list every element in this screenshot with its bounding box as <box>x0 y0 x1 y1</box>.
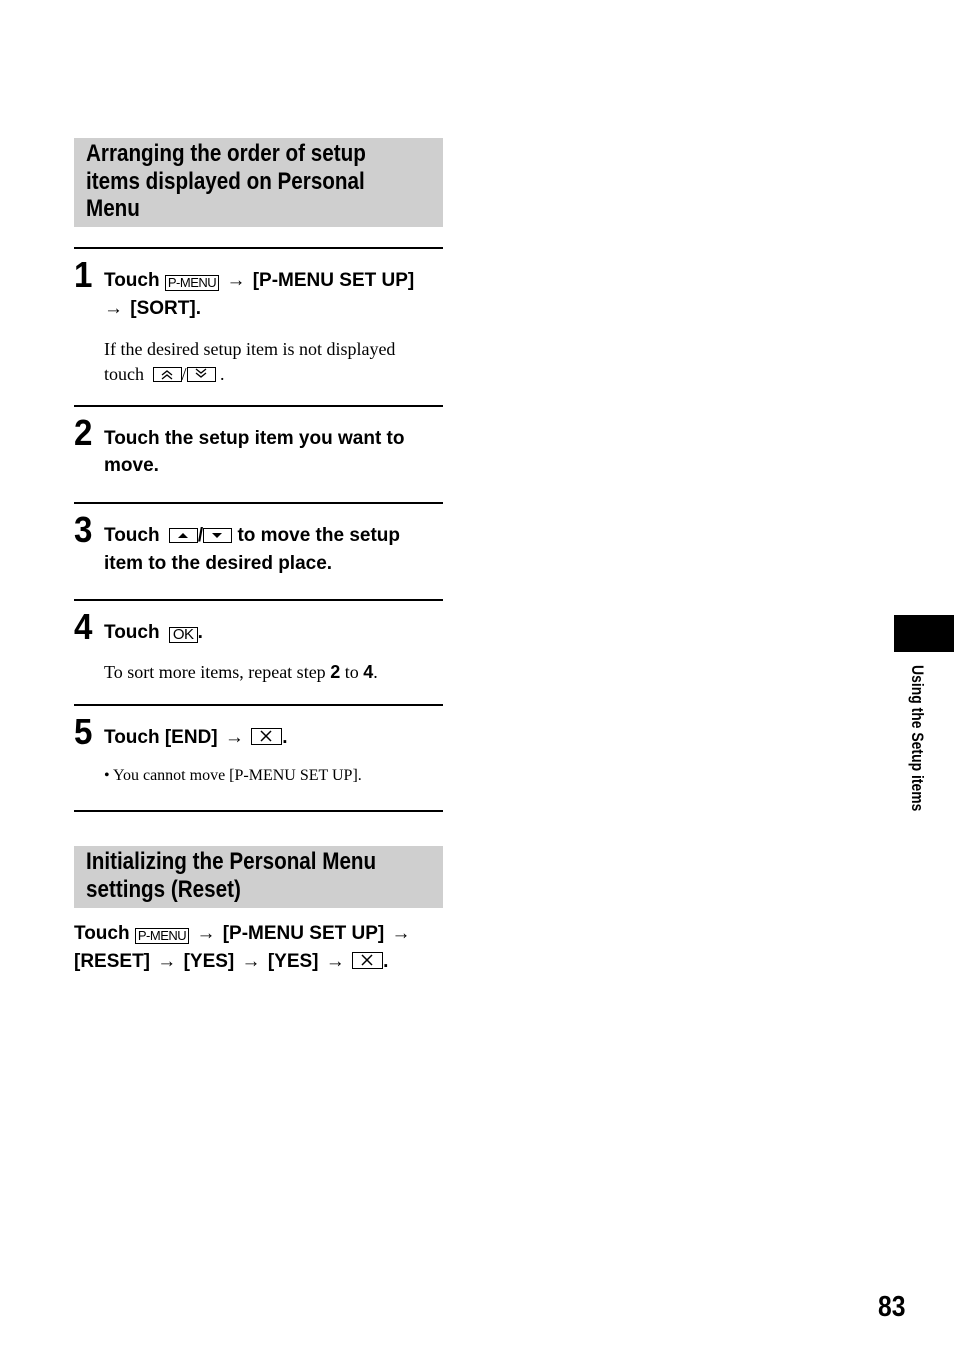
bullet-mark: • <box>104 767 110 784</box>
note-text: . <box>220 364 225 384</box>
step-number: 2 <box>74 412 93 453</box>
step-text: Touch <box>104 270 160 291</box>
reset-text: Touch <box>74 923 130 944</box>
step-5-bullet <box>104 766 362 786</box>
note-text: to <box>344 662 359 682</box>
step-number: 4 <box>74 606 93 647</box>
reset-text: [P-MENU SET UP] <box>222 923 385 944</box>
reset-text: [YES] <box>267 951 319 972</box>
note-text: touch <box>104 364 144 384</box>
step-3-line-2: item to the desired place. <box>104 553 333 574</box>
reset-line-2 <box>74 949 388 975</box>
note-step-ref: 4 <box>363 662 374 682</box>
step-number: 5 <box>74 711 93 752</box>
chapter-side-label <box>907 665 927 844</box>
p-menu-button-icon: P-MENU <box>135 928 189 944</box>
step-1-note-line-2 <box>104 362 225 386</box>
note-text: . <box>373 662 378 682</box>
slash: / <box>197 525 204 546</box>
arrow-icon: → <box>226 270 246 291</box>
step-text: [P-MENU SET UP] <box>252 270 415 291</box>
arrow-icon: → <box>196 923 216 944</box>
section-heading-arrange <box>74 138 443 227</box>
reset-text: . <box>383 951 389 972</box>
step-text: [SORT]. <box>130 298 201 319</box>
heading-line: settings (Reset) <box>86 875 241 903</box>
note-step-ref: 2 <box>330 662 341 682</box>
arrow-icon: → <box>104 298 123 319</box>
step-1-line-2 <box>104 296 201 322</box>
chapter-side-label-text: Using the Setup items <box>908 665 927 812</box>
heading-line: Initializing the Personal Menu <box>86 848 377 875</box>
step-text: Touch [END] <box>104 727 218 748</box>
step-text: . <box>197 622 203 643</box>
move-up-triangle-icon <box>169 528 198 543</box>
arrow-icon: → <box>325 951 345 972</box>
chapter-tab-marker <box>894 615 954 652</box>
step-divider <box>74 502 443 504</box>
step-2-line-1: Touch the setup item you want to <box>104 428 405 449</box>
scroll-down-double-chevron-icon <box>187 367 216 382</box>
heading-line: Menu <box>86 195 140 222</box>
move-down-triangle-icon <box>203 528 232 543</box>
step-1-note-line-1: If the desired setup item is not displayed <box>104 339 396 359</box>
step-5-line-1 <box>104 725 287 751</box>
step-number: 1 <box>74 254 93 295</box>
step-3-line-1 <box>104 523 400 549</box>
step-4-note <box>104 660 378 684</box>
step-1-line-1 <box>104 268 414 294</box>
close-x-icon <box>251 728 282 745</box>
reset-line-1 <box>74 921 413 947</box>
section-end-rule <box>74 810 443 812</box>
step-divider <box>74 405 443 407</box>
arrow-icon: → <box>157 951 177 972</box>
step-number: 3 <box>74 509 93 550</box>
page-number: 83 <box>878 1291 906 1323</box>
section-heading-reset <box>74 846 443 908</box>
arrow-icon: → <box>391 923 411 944</box>
step-divider <box>74 247 443 249</box>
step-text: Touch <box>104 525 160 546</box>
arrow-icon: → <box>224 727 244 748</box>
bullet-text: You cannot move [P-MENU SET UP]. <box>113 767 362 784</box>
p-menu-button-icon: P-MENU <box>165 275 219 291</box>
scroll-up-double-chevron-icon <box>153 367 182 382</box>
ok-button-icon: OK <box>169 627 198 643</box>
arrow-icon: → <box>241 951 261 972</box>
step-2-line-2: move. <box>104 455 159 476</box>
reset-text: [YES] <box>183 951 235 972</box>
step-text: Touch <box>104 622 160 643</box>
note-text: To sort more items, repeat step <box>104 662 326 682</box>
step-text: . <box>282 727 288 748</box>
reset-text: [RESET] <box>74 951 150 972</box>
step-4-line-1 <box>104 620 203 646</box>
slash: / <box>181 364 187 384</box>
step-divider <box>74 599 443 601</box>
heading-line: Arranging the order of setup <box>86 140 366 167</box>
heading-line: items displayed on Personal <box>86 167 365 195</box>
step-text: to move the setup <box>237 525 401 546</box>
step-divider <box>74 704 443 706</box>
close-x-icon <box>352 952 383 969</box>
